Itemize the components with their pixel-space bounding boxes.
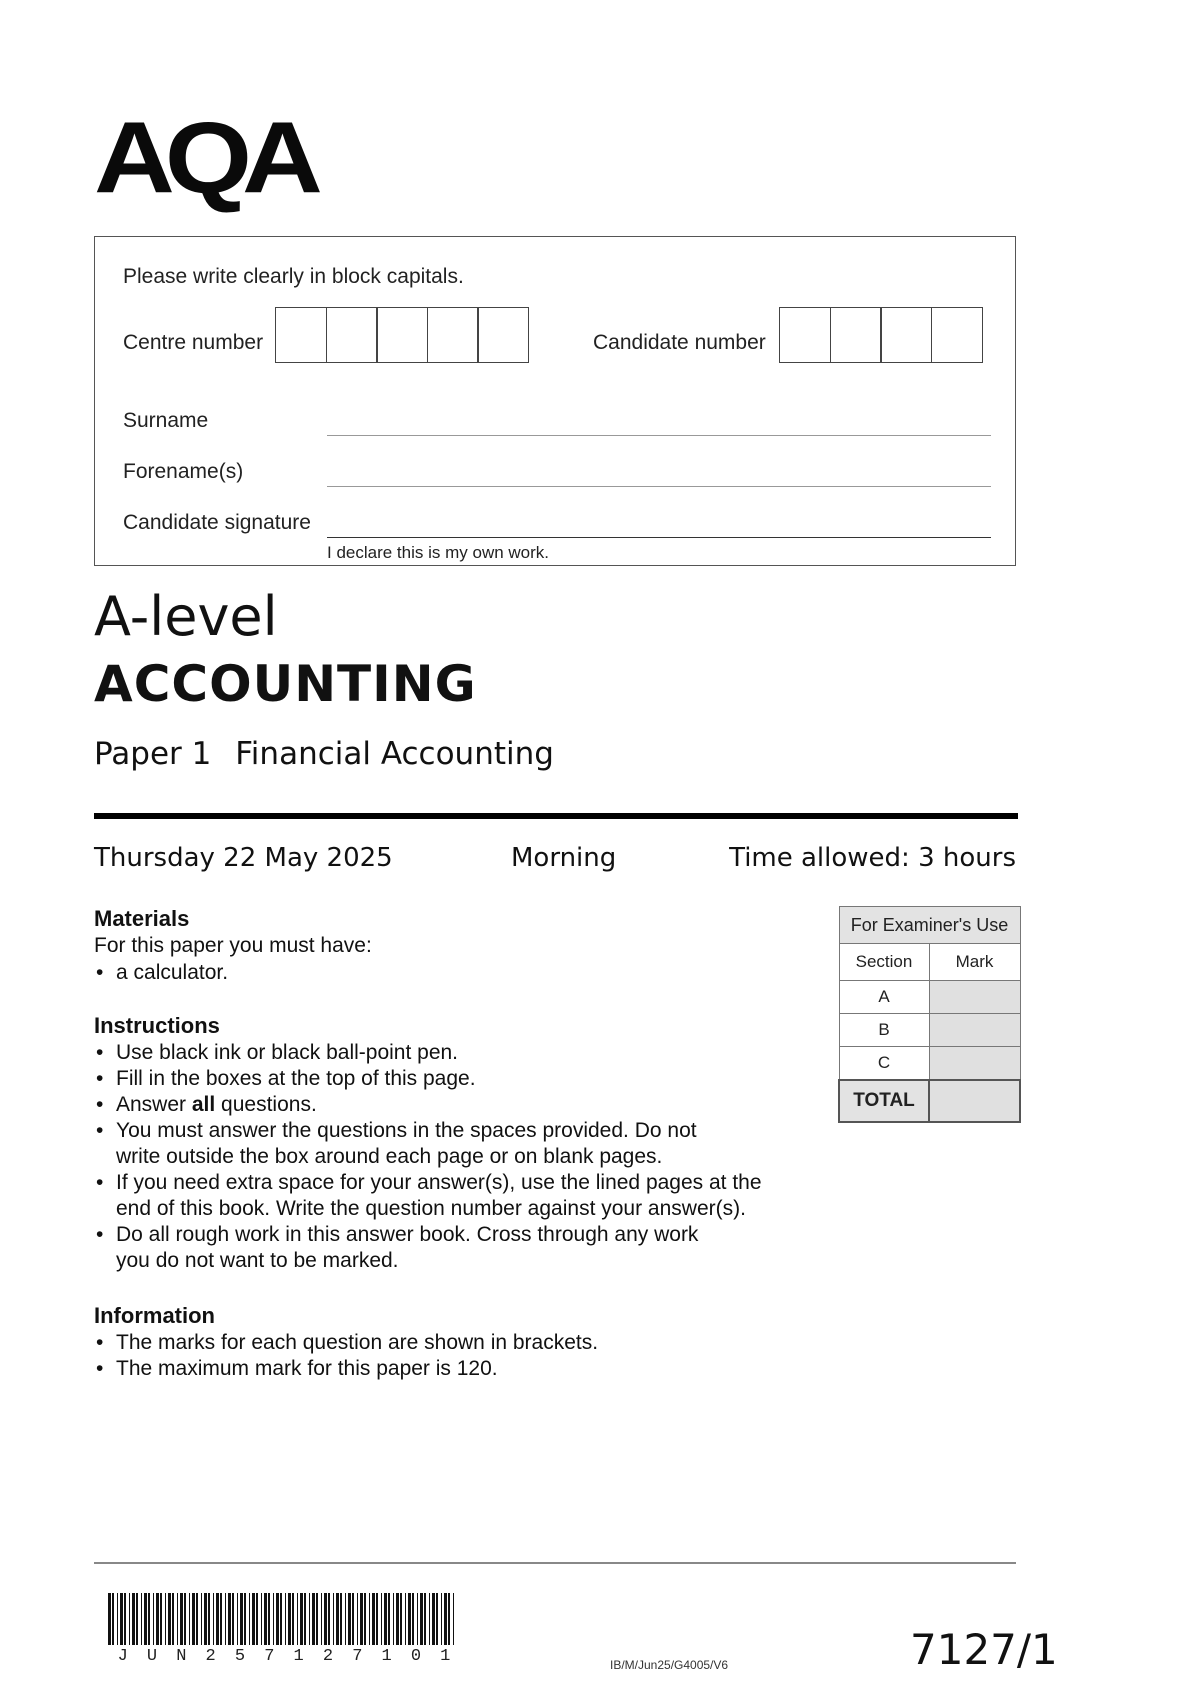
surname-line[interactable] bbox=[327, 435, 991, 436]
barcode-char: 5 bbox=[234, 1647, 246, 1666]
materials-heading: Materials bbox=[94, 906, 190, 931]
barcode-bar bbox=[108, 1593, 111, 1645]
barcode-bar bbox=[237, 1593, 238, 1645]
list-item: • Use black ink or black ball-point pen. bbox=[94, 1040, 774, 1066]
centre-number-cell[interactable] bbox=[427, 307, 479, 363]
barcode-bar bbox=[369, 1593, 370, 1645]
centre-number-cell[interactable] bbox=[326, 307, 378, 363]
examiners-use-title: For Examiner's Use bbox=[839, 907, 1020, 944]
barcode-bar bbox=[252, 1593, 255, 1645]
barcode-bar bbox=[376, 1593, 378, 1645]
candidate-number-cell[interactable] bbox=[880, 307, 932, 363]
barcode-bar bbox=[208, 1593, 210, 1645]
barcode-bar bbox=[412, 1593, 414, 1645]
barcode-bar bbox=[240, 1593, 243, 1645]
mark-cell bbox=[929, 1014, 1020, 1047]
barcode-bar bbox=[120, 1593, 123, 1645]
block-capitals-instruction: Please write clearly in block capitals. bbox=[123, 265, 464, 288]
barcode-bar bbox=[165, 1593, 166, 1645]
barcode-bar bbox=[304, 1593, 306, 1645]
barcode-bar bbox=[364, 1593, 366, 1645]
barcode-bar bbox=[388, 1593, 390, 1645]
barcode-bar bbox=[285, 1593, 286, 1645]
barcode-bar bbox=[333, 1593, 334, 1645]
exam-session: Morning bbox=[511, 843, 617, 873]
barcode bbox=[108, 1593, 460, 1645]
paper-number: Paper 1 bbox=[94, 736, 212, 772]
subject-title: ACCOUNTING bbox=[94, 655, 477, 713]
exam-date: Thursday 22 May 2025 bbox=[94, 843, 393, 873]
paper-code: 7127/1 bbox=[910, 1625, 1058, 1674]
footer-divider bbox=[94, 1562, 1016, 1564]
barcode-bar bbox=[352, 1593, 354, 1645]
section-cell: B bbox=[839, 1014, 929, 1047]
barcode-bar bbox=[312, 1593, 315, 1645]
barcode-char: 1 bbox=[381, 1647, 392, 1666]
barcode-bar bbox=[384, 1593, 387, 1645]
barcode-bar bbox=[232, 1593, 234, 1645]
barcode-bar bbox=[396, 1593, 399, 1645]
barcode-bar bbox=[112, 1593, 114, 1645]
barcode-bar bbox=[268, 1593, 270, 1645]
barcode-char: 2 bbox=[205, 1647, 216, 1666]
signature-line[interactable] bbox=[327, 537, 991, 538]
header-divider bbox=[94, 813, 1018, 819]
barcode-bar bbox=[420, 1593, 423, 1645]
information-list bbox=[94, 1330, 774, 1382]
list-item: • You must answer the questions in the spaces provided. Do not write outside the box around each page or on blank pages. bbox=[94, 1118, 736, 1170]
barcode-bar bbox=[276, 1593, 279, 1645]
barcode-bar bbox=[321, 1593, 322, 1645]
barcode-bar bbox=[273, 1593, 274, 1645]
barcode-bar bbox=[220, 1593, 222, 1645]
barcode-bar bbox=[132, 1593, 135, 1645]
barcode-bar bbox=[153, 1593, 154, 1645]
barcode-bar bbox=[429, 1593, 430, 1645]
instructions-heading: Instructions bbox=[94, 1013, 220, 1038]
document-reference: IB/M/Jun25/G4005/V6 bbox=[610, 1658, 729, 1672]
barcode-char: 2 bbox=[322, 1647, 334, 1666]
candidate-number-label: Candidate number bbox=[593, 331, 766, 354]
barcode-char: 7 bbox=[264, 1647, 275, 1666]
barcode-bar bbox=[201, 1593, 202, 1645]
list-item: • Answer all questions. bbox=[94, 1092, 774, 1118]
barcode-bar bbox=[424, 1593, 426, 1645]
barcode-bar bbox=[400, 1593, 402, 1645]
centre-number-label: Centre number bbox=[123, 331, 264, 354]
barcode-bar bbox=[177, 1593, 178, 1645]
barcode-bar bbox=[213, 1593, 214, 1645]
barcode-bar bbox=[204, 1593, 207, 1645]
barcode-bar bbox=[324, 1593, 327, 1645]
mark-cell bbox=[929, 981, 1020, 1014]
barcode-text bbox=[108, 1647, 460, 1666]
mark-cell bbox=[929, 1047, 1020, 1081]
barcode-bar bbox=[360, 1593, 363, 1645]
barcode-bar bbox=[340, 1593, 342, 1645]
barcode-bar bbox=[264, 1593, 267, 1645]
barcode-bar bbox=[345, 1593, 346, 1645]
list-item: • Do all rough work in this answer book. Cross through any work you do not want to be marked. bbox=[94, 1222, 736, 1274]
centre-number-boxes[interactable] bbox=[275, 307, 529, 363]
candidate-number-cell[interactable] bbox=[931, 307, 983, 363]
candidate-number-cell[interactable] bbox=[830, 307, 882, 363]
barcode-bar bbox=[372, 1593, 375, 1645]
barcode-bar bbox=[444, 1593, 447, 1645]
section-cell: A bbox=[839, 981, 929, 1014]
qualification-level: A-level bbox=[94, 585, 278, 648]
barcode-bar bbox=[228, 1593, 231, 1645]
total-mark-cell bbox=[929, 1080, 1020, 1122]
barcode-bar bbox=[249, 1593, 250, 1645]
barcode-bar bbox=[225, 1593, 226, 1645]
barcode-bar bbox=[124, 1593, 126, 1645]
barcode-bar bbox=[441, 1593, 442, 1645]
barcode-bar bbox=[453, 1593, 454, 1645]
barcode-bar bbox=[244, 1593, 246, 1645]
barcode-bar bbox=[297, 1593, 298, 1645]
barcode-bar bbox=[156, 1593, 159, 1645]
barcode-bar bbox=[189, 1593, 190, 1645]
barcode-bar bbox=[141, 1593, 142, 1645]
barcode-bar bbox=[405, 1593, 406, 1645]
barcode-bar bbox=[436, 1593, 438, 1645]
forenames-line[interactable] bbox=[327, 486, 991, 487]
barcode-bar bbox=[292, 1593, 294, 1645]
barcode-bar bbox=[180, 1593, 183, 1645]
barcode-bar bbox=[144, 1593, 147, 1645]
list-item: • The maximum mark for this paper is 120. bbox=[94, 1356, 774, 1382]
barcode-bar bbox=[408, 1593, 411, 1645]
list-item: • The marks for each question are shown in brackets. bbox=[94, 1330, 774, 1356]
barcode-bar bbox=[328, 1593, 330, 1645]
barcode-bar bbox=[309, 1593, 310, 1645]
centre-number-cell[interactable] bbox=[275, 307, 327, 363]
aqa-logo: AQA bbox=[94, 101, 313, 215]
barcode-bar bbox=[148, 1593, 150, 1645]
candidate-number-boxes[interactable] bbox=[779, 307, 983, 363]
barcode-bar bbox=[316, 1593, 318, 1645]
barcode-bar bbox=[432, 1593, 435, 1645]
section-column-header: Section bbox=[839, 944, 929, 981]
mark-column-header: Mark bbox=[929, 944, 1020, 981]
table-row bbox=[839, 1047, 1020, 1081]
barcode-bar bbox=[381, 1593, 382, 1645]
table-row bbox=[839, 1014, 1020, 1047]
barcode-char: 1 bbox=[293, 1647, 304, 1666]
total-label: TOTAL bbox=[839, 1080, 929, 1122]
table-row bbox=[839, 981, 1020, 1014]
candidate-details-box bbox=[94, 236, 1016, 566]
barcode-bar bbox=[348, 1593, 351, 1645]
barcode-bar bbox=[196, 1593, 198, 1645]
barcode-bar bbox=[216, 1593, 219, 1645]
barcode-bar bbox=[288, 1593, 291, 1645]
centre-number-cell[interactable] bbox=[477, 307, 529, 363]
examiners-use-table bbox=[838, 906, 1021, 1123]
barcode-char: N bbox=[176, 1647, 187, 1666]
list-item: • a calculator. bbox=[94, 960, 694, 986]
forenames-label: Forename(s) bbox=[123, 460, 244, 483]
barcode-bar bbox=[357, 1593, 358, 1645]
barcode-char: 0 bbox=[410, 1647, 422, 1666]
barcode-bar bbox=[172, 1593, 174, 1645]
barcode-bar bbox=[129, 1593, 130, 1645]
list-item: • Fill in the boxes at the top of this page. bbox=[94, 1066, 774, 1092]
information-heading: Information bbox=[94, 1303, 215, 1328]
barcode-bar bbox=[184, 1593, 186, 1645]
paper-title bbox=[94, 736, 554, 772]
barcode-bar bbox=[300, 1593, 303, 1645]
materials-intro: For this paper you must have: bbox=[94, 934, 372, 957]
barcode-char: J bbox=[117, 1647, 128, 1666]
centre-number-cell[interactable] bbox=[376, 307, 428, 363]
barcode-char: 1 bbox=[440, 1647, 451, 1666]
barcode-bar bbox=[117, 1593, 118, 1645]
barcode-bar bbox=[261, 1593, 262, 1645]
barcode-bar bbox=[256, 1593, 258, 1645]
barcode-char: U bbox=[146, 1647, 158, 1666]
signature-label: Candidate signature bbox=[123, 511, 311, 534]
barcode-bar bbox=[393, 1593, 394, 1645]
declaration-text: I declare this is my own work. bbox=[327, 543, 550, 562]
barcode-bar bbox=[192, 1593, 195, 1645]
barcode-bar bbox=[336, 1593, 339, 1645]
barcode-bar bbox=[280, 1593, 282, 1645]
barcode-bar bbox=[448, 1593, 450, 1645]
list-item: • If you need extra space for your answer(s), use the lined pages at the end of this book. Write the question number against your answer(s). bbox=[94, 1170, 786, 1222]
materials-list bbox=[94, 960, 694, 986]
barcode-bar bbox=[168, 1593, 171, 1645]
barcode-char: 7 bbox=[352, 1647, 363, 1666]
candidate-number-cell[interactable] bbox=[779, 307, 831, 363]
surname-label: Surname bbox=[123, 409, 209, 432]
barcode-bar bbox=[417, 1593, 418, 1645]
total-row bbox=[839, 1080, 1020, 1122]
barcode-bar bbox=[160, 1593, 162, 1645]
paper-name: Financial Accounting bbox=[235, 736, 554, 772]
time-allowed: Time allowed: 3 hours bbox=[729, 843, 1016, 873]
barcode-bar bbox=[136, 1593, 138, 1645]
section-cell: C bbox=[839, 1047, 929, 1081]
instructions-list bbox=[94, 1040, 774, 1274]
